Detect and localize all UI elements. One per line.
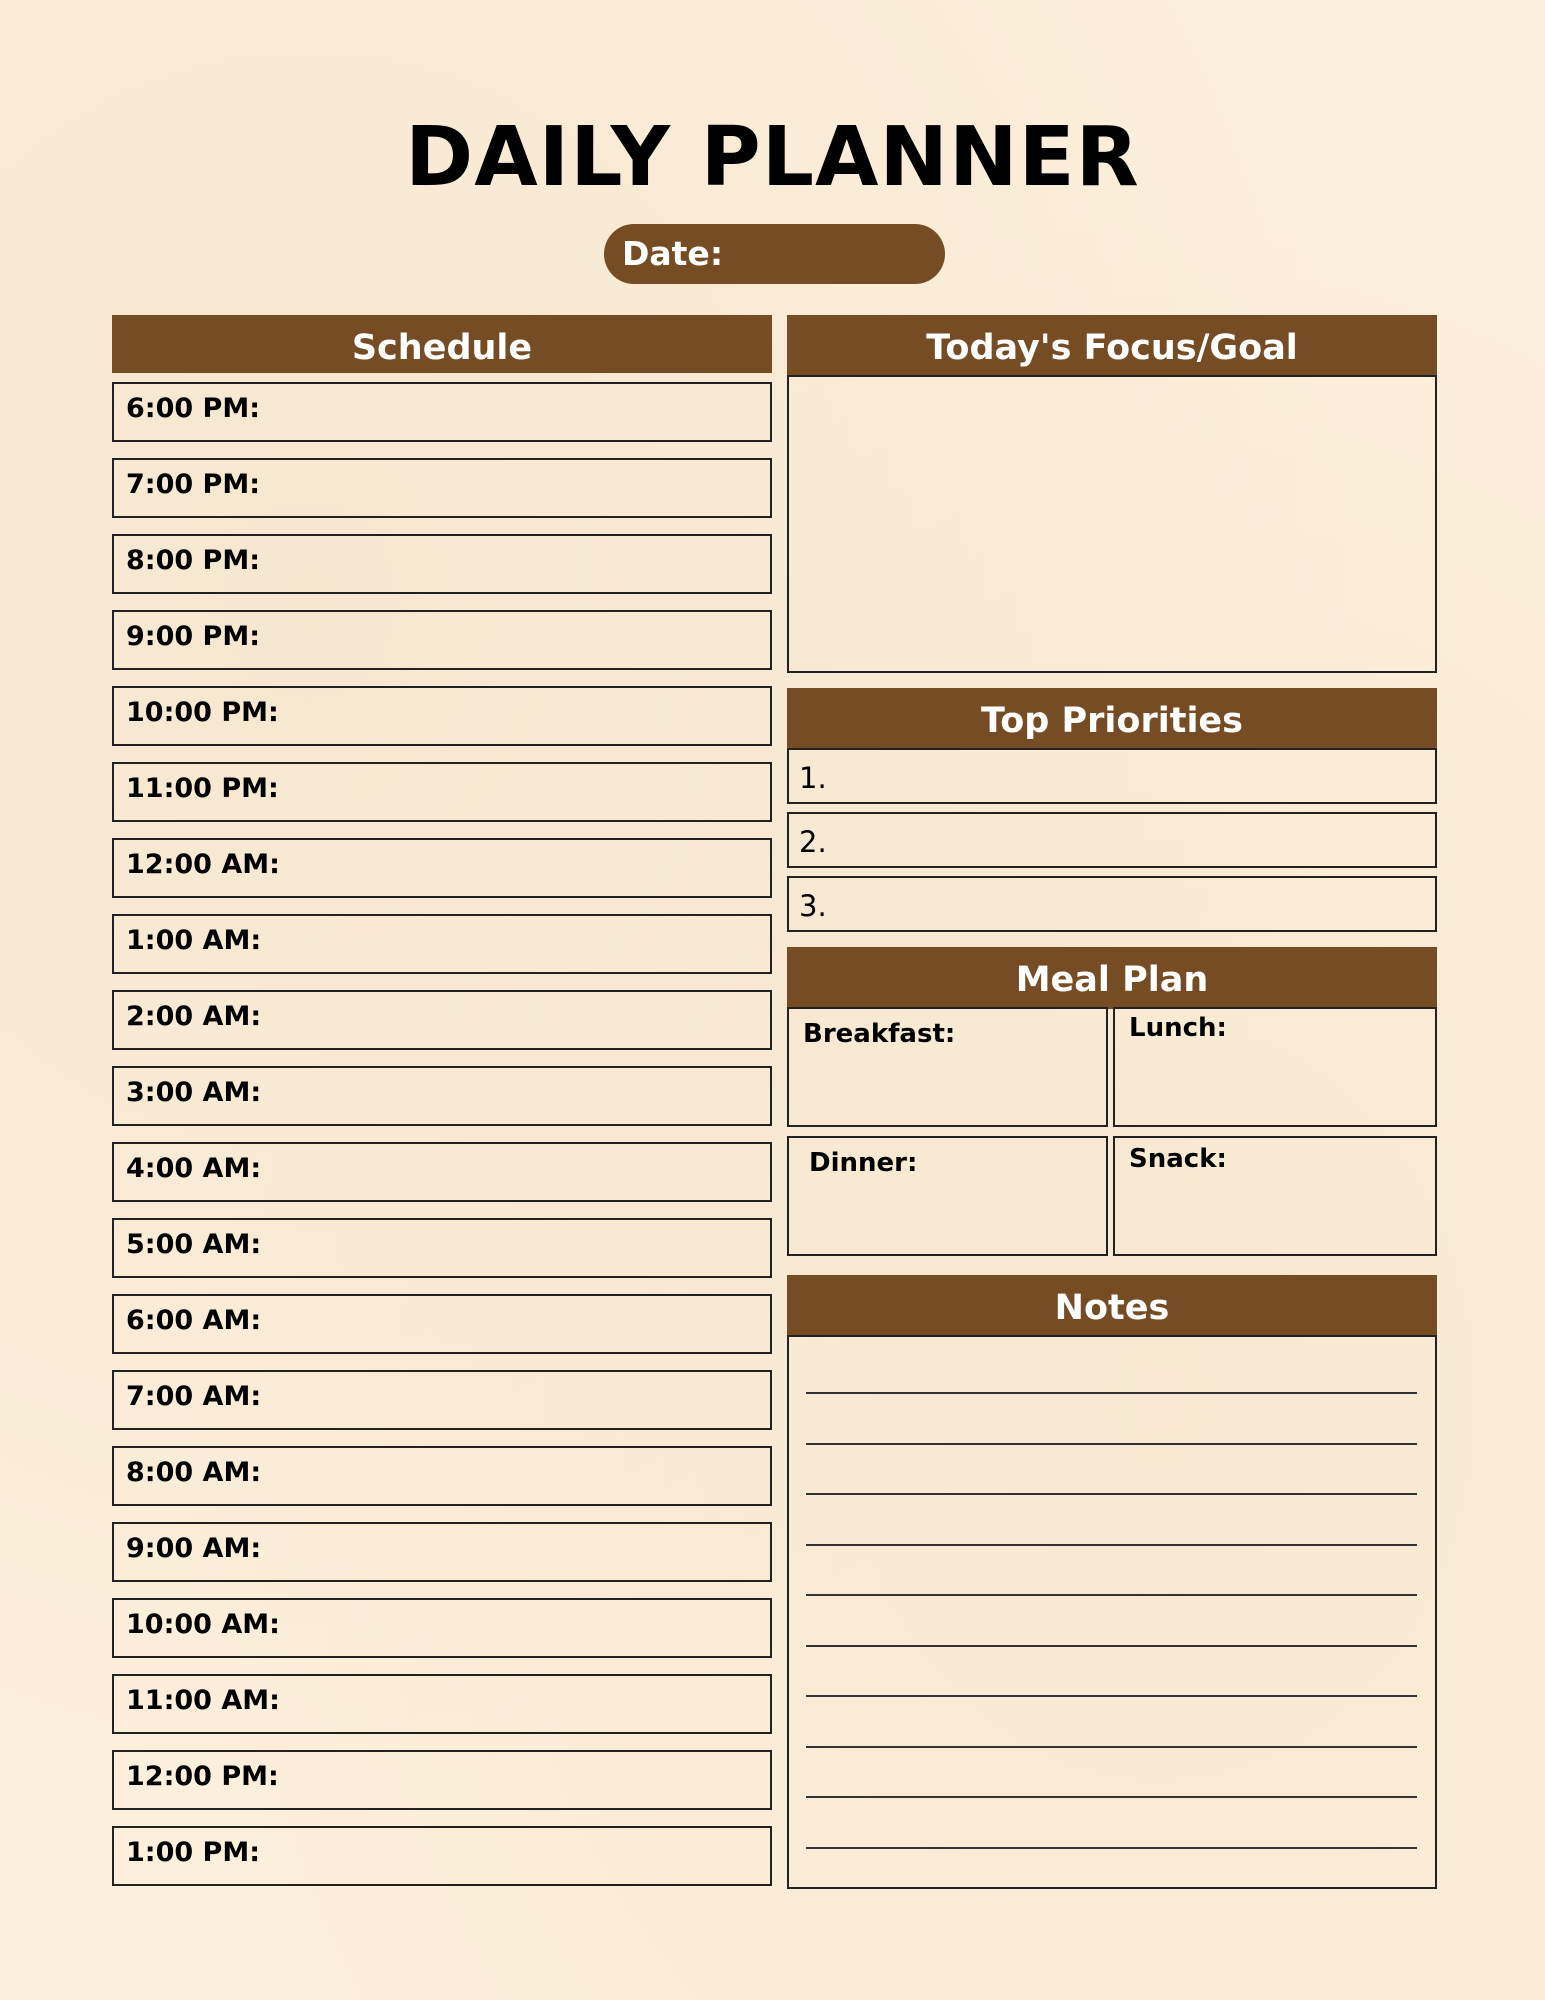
meal-label: Lunch: — [1129, 1013, 1227, 1043]
schedule-time-label: 5:00 AM: — [126, 1229, 262, 1260]
schedule-slot[interactable] — [112, 1142, 772, 1202]
note-line — [806, 1796, 1417, 1798]
priority-item-3[interactable] — [787, 876, 1437, 932]
schedule-slot[interactable] — [112, 1218, 772, 1278]
priority-number: 1. — [799, 761, 827, 795]
schedule-time-label: 12:00 PM: — [126, 1761, 279, 1792]
priority-number: 2. — [799, 825, 827, 859]
meal-dinner[interactable] — [787, 1136, 1108, 1256]
schedule-slot[interactable] — [112, 382, 772, 442]
note-line — [806, 1847, 1417, 1849]
schedule-time-label: 8:00 PM: — [126, 545, 261, 576]
date-label: Date: — [622, 234, 724, 273]
schedule-time-label: 9:00 PM: — [126, 621, 261, 652]
note-line — [806, 1544, 1417, 1546]
schedule-slot[interactable] — [112, 1522, 772, 1582]
meal-label: Dinner: — [809, 1148, 918, 1178]
schedule-slot[interactable] — [112, 990, 772, 1050]
schedule-time-label: 10:00 AM: — [126, 1609, 280, 1640]
meal-lunch[interactable] — [1113, 1007, 1437, 1127]
meal-plan-header — [787, 947, 1437, 1009]
schedule-header — [112, 315, 772, 373]
page-title: DAILY PLANNER — [405, 110, 1140, 205]
note-line — [806, 1443, 1417, 1445]
schedule-slot[interactable] — [112, 686, 772, 746]
schedule-slot[interactable] — [112, 534, 772, 594]
schedule-time-label: 1:00 AM: — [126, 925, 262, 956]
schedule-slot[interactable] — [112, 762, 772, 822]
schedule-time-label: 3:00 AM: — [126, 1077, 262, 1108]
meal-breakfast[interactable] — [787, 1007, 1108, 1127]
schedule-slot[interactable] — [112, 1370, 772, 1430]
schedule-slot[interactable] — [112, 1446, 772, 1506]
notes-header-label: Notes — [1054, 1288, 1170, 1328]
note-line — [806, 1695, 1417, 1697]
priorities-header — [787, 688, 1437, 750]
schedule-slot[interactable] — [112, 1826, 772, 1886]
schedule-time-label: 6:00 AM: — [126, 1305, 262, 1336]
schedule-slot[interactable] — [112, 1598, 772, 1658]
schedule-time-label: 8:00 AM: — [126, 1457, 262, 1488]
date-field[interactable] — [604, 224, 945, 284]
note-line — [806, 1645, 1417, 1647]
schedule-time-label: 9:00 AM: — [126, 1533, 262, 1564]
schedule-slot[interactable] — [112, 458, 772, 518]
priority-item-2[interactable] — [787, 812, 1437, 868]
priority-number: 3. — [799, 889, 827, 923]
schedule-time-label: 7:00 AM: — [126, 1381, 262, 1412]
notes-box[interactable] — [787, 1335, 1437, 1889]
schedule-slot[interactable] — [112, 1294, 772, 1354]
focus-header — [787, 315, 1437, 377]
schedule-slot[interactable] — [112, 1674, 772, 1734]
focus-box[interactable] — [787, 375, 1437, 673]
note-line — [806, 1594, 1417, 1596]
meal-plan-header-label: Meal Plan — [1015, 960, 1209, 1000]
schedule-header-label: Schedule — [351, 328, 533, 368]
schedule-slot[interactable] — [112, 610, 772, 670]
priorities-header-label: Top Priorities — [980, 701, 1244, 741]
note-line — [806, 1392, 1417, 1394]
schedule-time-label: 11:00 PM: — [126, 773, 279, 804]
note-line — [806, 1746, 1417, 1748]
schedule-time-label: 2:00 AM: — [126, 1001, 262, 1032]
schedule-time-label: 11:00 AM: — [126, 1685, 280, 1716]
notes-header — [787, 1275, 1437, 1337]
schedule-time-label: 12:00 AM: — [126, 849, 280, 880]
schedule-time-label: 4:00 AM: — [126, 1153, 262, 1184]
schedule-slot[interactable] — [112, 914, 772, 974]
meal-snack[interactable] — [1113, 1136, 1437, 1256]
schedule-time-label: 6:00 PM: — [126, 393, 261, 424]
note-line — [806, 1493, 1417, 1495]
meal-label: Breakfast: — [803, 1019, 956, 1049]
schedule-time-label: 1:00 PM: — [126, 1837, 261, 1868]
schedule-time-label: 7:00 PM: — [126, 469, 261, 500]
meal-label: Snack: — [1129, 1144, 1227, 1174]
schedule-slot[interactable] — [112, 1750, 772, 1810]
focus-header-label: Today's Focus/Goal — [926, 328, 1298, 368]
schedule-slot[interactable] — [112, 838, 772, 898]
schedule-time-label: 10:00 PM: — [126, 697, 279, 728]
schedule-slot[interactable] — [112, 1066, 772, 1126]
priority-item-1[interactable] — [787, 748, 1437, 804]
